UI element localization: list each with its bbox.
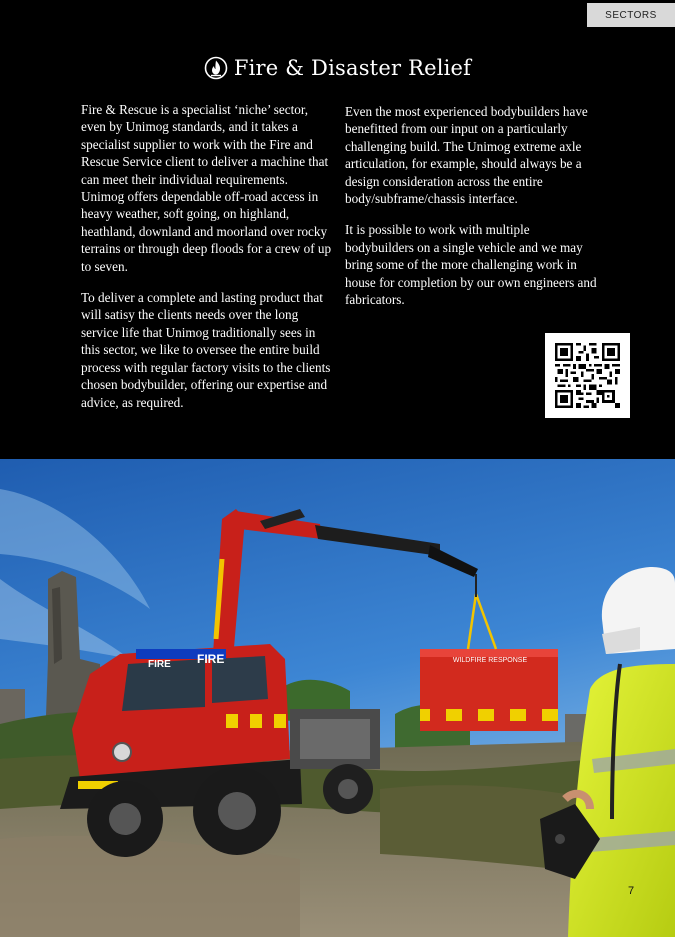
page-title: Fire & Disaster Relief bbox=[233, 56, 472, 80]
photo-illustration bbox=[0, 459, 675, 937]
left-text-column bbox=[81, 101, 333, 425]
flame-in-circle-icon bbox=[204, 56, 228, 80]
right-text-column bbox=[345, 103, 601, 322]
section-title bbox=[0, 51, 675, 85]
page-number: 7 bbox=[628, 885, 635, 897]
cab-label-right: FIRE bbox=[197, 652, 225, 666]
sectors-tab[interactable]: SECTORS bbox=[587, 3, 675, 27]
cab-label-left: FIRE bbox=[148, 659, 171, 670]
paragraph: It is possible to work with multiple bodybuilders on a single vehicle and we may bring some of the more challenging work in house for completion by our own engineers and fabricators. bbox=[345, 222, 597, 308]
fire-truck-photo bbox=[0, 459, 675, 937]
qr-code[interactable] bbox=[545, 333, 630, 418]
paragraph: Fire & Rescue is a specialist ‘niche’ sector, even by Unimog standards, and it takes a specialist supplier to work with the Fire and Rescue Service client to deliver a machine that can meet their individual requirements. Unimog offers dependable off-road access in heavy weather, soft going, on highland, heathland, downland and moorland over rocky terrains or through deep floods for a crew of up to seven. bbox=[81, 102, 332, 274]
qr-code-icon bbox=[555, 343, 620, 408]
paragraph: To deliver a complete and lasting product that will satisy the clients needs over the long service life that Unimog traditionally sees in this sector, we like to oversee the entire build process with regular factory visits to the clients chosen bodybuilder, offering our expertise and advice, as required. bbox=[81, 290, 331, 410]
paragraph: Even the most experienced bodybuilders have benefitted from our input on a particularly challenging build. The Unimog extreme axle articulation, for example, should always be a design consideration across the entire body/subframe/chassis interface. bbox=[345, 104, 588, 207]
module-label: WILDFIRE RESPONSE bbox=[452, 657, 528, 664]
